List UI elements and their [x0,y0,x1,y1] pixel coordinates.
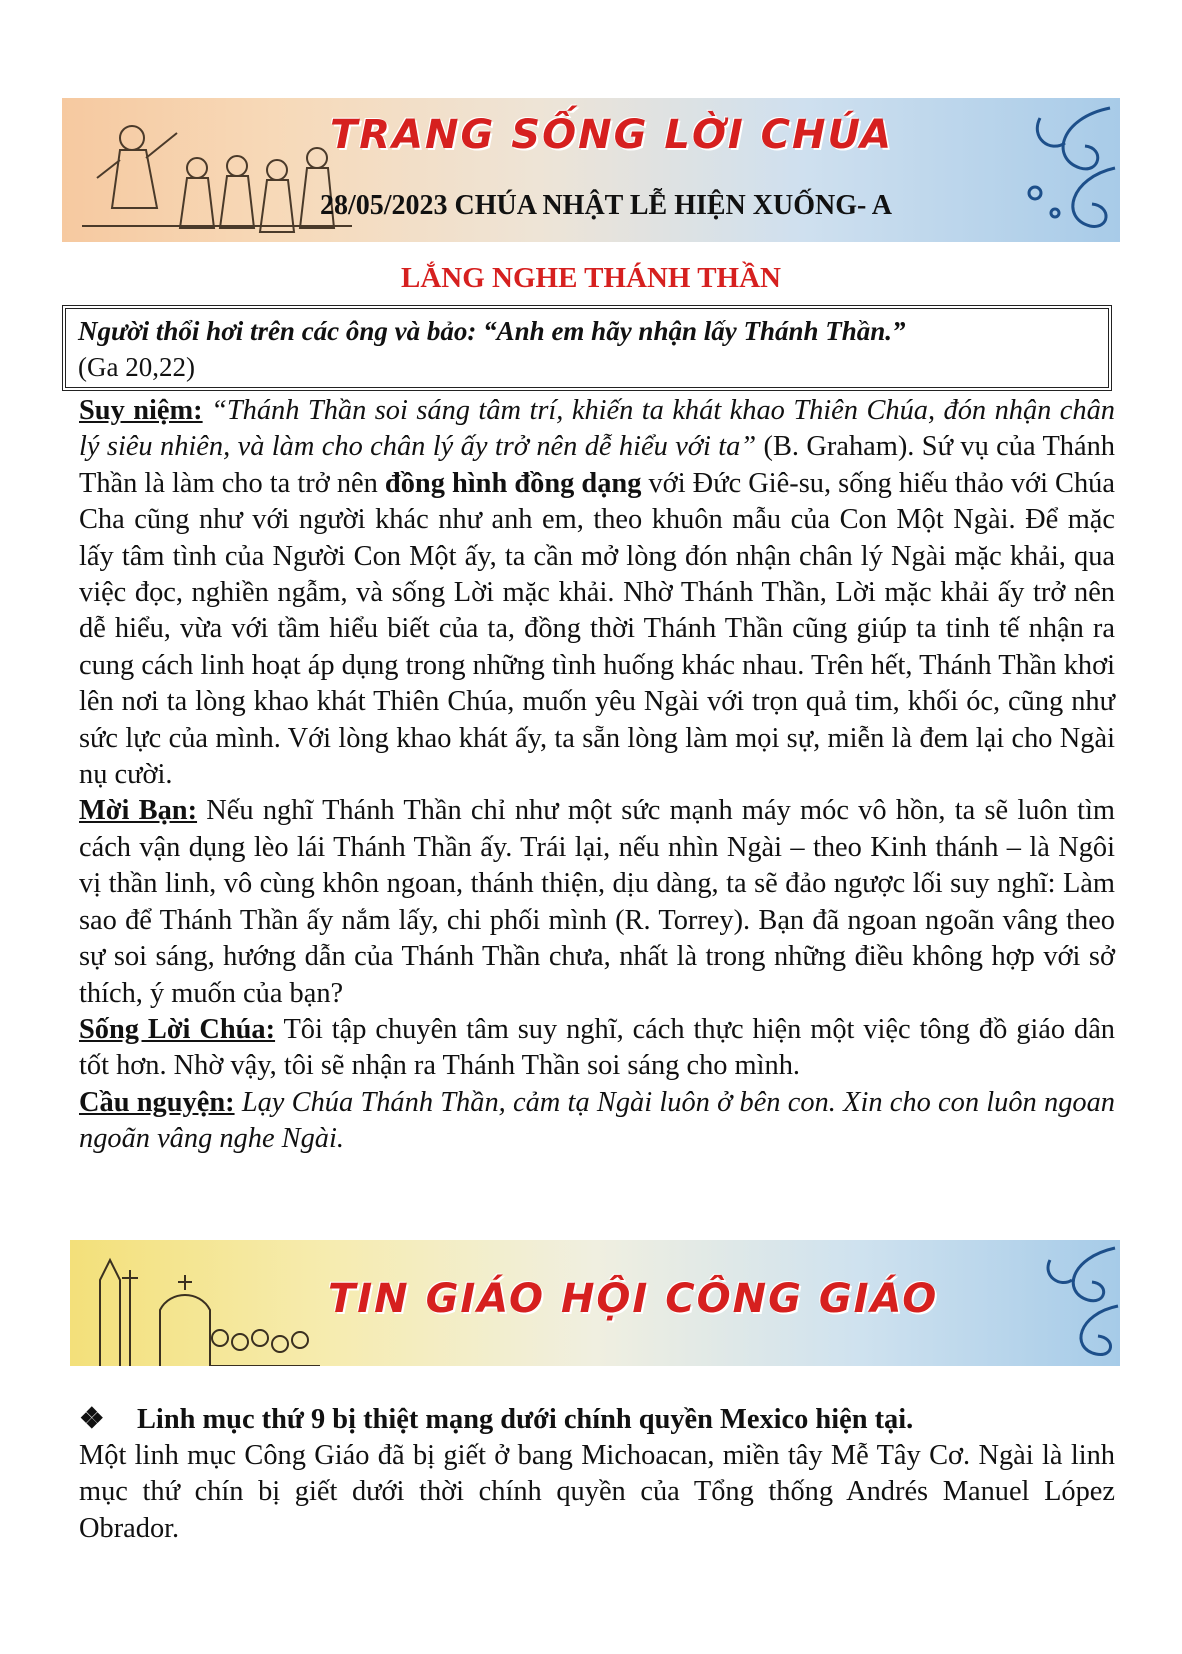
news-body [79,1438,1115,1547]
news-paragraph: Một linh mục Công Giáo đã bị giết ở bang Michoacan, miền tây Mễ Tây Cơ. Ngài là linh mục thứ chín bị giết dưới thời chính quyền của Tổng thống Andrés Manuel López Obrador. [79,1440,1115,1544]
song-loi-chua-label: Sống Lời Chúa: [79,1013,276,1045]
news-banner-title: TIN GIÁO HỘI CÔNG GIÁO [328,1276,939,1322]
cau-nguyen-label: Cầu nguyện: [79,1086,235,1118]
suy-niem-bold: đồng hình đồng dạng [384,467,642,499]
scripture-reference: (Ga 20,22) [78,352,195,382]
moi-ban-text: Nếu nghĩ Thánh Thần chỉ như một sức mạnh máy móc vô hồn, ta sẽ luôn tìm cách vận dụng lèo lái Thánh Thần ấy. Trái lại, nếu nhìn Ngài – theo Kinh thánh – là Ngôi vị thần linh, vô cùng khôn ngoan, thánh thiện, dịu dàng, ta sẽ đảo ngược lối suy nghĩ: Làm sao để Thánh Thần ấy nắm lấy, chi phối mình (R. Torrey). Bạn đã ngoan ngoãn vâng theo sự soi sáng, hướng dẫn của Thánh Thần chưa, nhất là trong những điều không hợp với sở thích, ý muốn của bạn? [79,795,1115,1009]
scripture-quote: Người thổi hơi trên các ông và bảo: “Anh em hãy nhận lấy Thánh Thần.” [78,316,906,346]
moi-ban-label: Mời Bạn: [79,795,198,827]
news-title: Linh mục thứ 9 bị thiệt mạng dưới chính quyền Mexico hiện tại. [137,1404,914,1435]
reflection-body [79,393,1115,1158]
song-loi-chua-paragraph [79,1012,1115,1085]
vatican-pope-illustration [70,1240,330,1366]
top-banner [62,98,1120,242]
song-loi-chua-text: Tôi tập chuyên tâm suy nghĩ, cách thực hiện một việc tông đồ giáo dân tốt hơn. Nhờ vậy, tôi sẽ nhận ra Thánh Thần soi sáng cho mình. [79,1013,1115,1082]
banner-subtitle: 28/05/2023 CHÚA NHẬT LỄ HIỆN XUỐNG- A [320,190,892,221]
cau-nguyen-text: Lạy Chúa Thánh Thần, cảm tạ Ngài luôn ở bên con. Xin cho con luôn ngoan ngoãn vâng nghe Ngài. [79,1086,1115,1155]
suy-niem-paragraph [79,393,1115,793]
suy-niem-label: Suy niệm: [79,395,203,426]
scripture-quote-box [62,305,1112,391]
news-heading [79,1402,1115,1438]
article-heading: LẮNG NGHE THÁNH THẦN [400,262,782,294]
moi-ban-paragraph [79,793,1115,1011]
banner-title: TRANG SỐNG LỜI CHÚA [330,112,894,158]
diamond-bullet-icon: ❖ [79,1404,105,1435]
gospel-scene-illustration [62,98,362,242]
suy-niem-text-1: (B. Graham). Sứ vụ của Thánh Thần là làm cho ta trở nên [79,431,1115,499]
suy-niem-text-2: với Đức Giê-su, sống hiếu thảo với Chúa Cha cũng như với người khác như anh em, theo khuôn mẫu của Con Một Ngài. Để mặc lấy tâm tình của Người Con Một ấy, ta cần mở lòng đón nhận chân lý Ngài mặc khải, qua việc đọc, nghiền ngẫm, và sống Lời mặc khải. Nhờ Thánh Thần, Lời mặc khải ấy trở nên dễ hiểu, vừa với tầm hiểu biết của ta, đồng thời Thánh Thần cũng giúp ta tinh tế nhận ra cung cách linh hoạt áp dụng trong những tình huống khác nhau. Trên hết, Thánh Thần khơi lên nơi ta lòng khao khát Thiên Chúa, muốn yêu Ngài với trọn quả tim, khối óc, cũng như sức lực của mình. Với lòng khao khát ấy, ta sẵn lòng làm mọi sự, miễn là đem lại cho Ngài nụ cười. [79,467,1115,791]
cau-nguyen-paragraph [79,1085,1115,1158]
suy-niem-quote: “Thánh Thần soi sáng tâm trí, khiến ta khát khao Thiên Chúa, đón nhận chân lý siêu nhiên, và làm cho chân lý ấy trở nên dễ hiểu với ta” [79,395,1115,463]
news-banner [70,1240,1120,1366]
